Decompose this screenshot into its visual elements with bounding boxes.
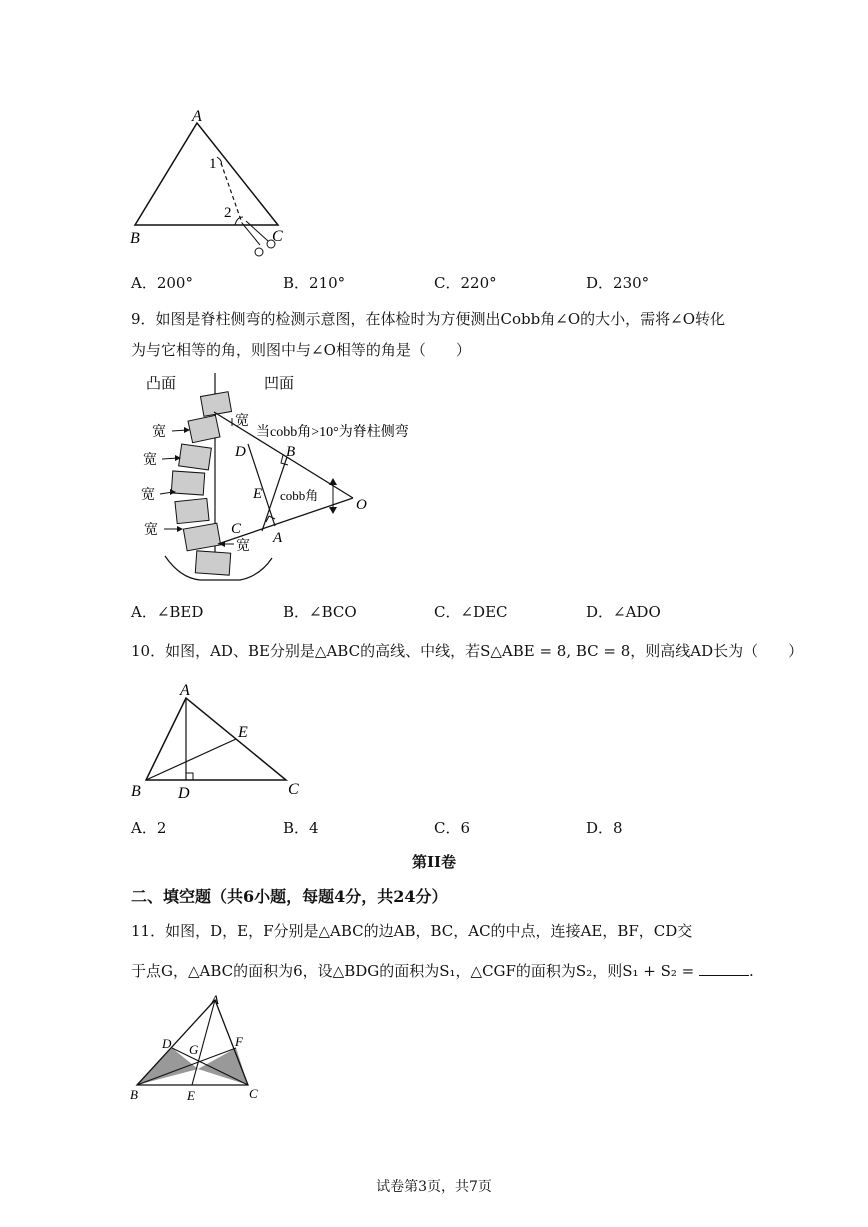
q11-question-line2 [131,961,754,981]
q11-label-G: G [189,1042,199,1057]
q9-option-d: D．∠ADO [586,603,661,621]
q9-option-c: C．∠DEC [434,603,508,621]
q8-option-c: C．220° [434,274,497,292]
q9-spine-figure [140,368,440,593]
q11-label-E: E [187,1088,195,1103]
q9-option-b: B．∠BCO [283,603,357,621]
q9-question-line2: 为与它相等的角，则图中与∠O相等的角是（ ） [131,341,471,359]
q11-question-line2-text: 于点G，△ABC的面积为6，设△BDG的面积为S₁，△CGF的面积为S₂，则S₁ + S₂ = [131,962,695,980]
q9-label-E: E [253,486,263,502]
q8-label-A: A [192,108,202,125]
q10-option-c: C．6 [434,819,471,837]
q8-angle-2: 2 [224,205,232,221]
q10-triangle-figure [128,680,318,805]
q9-label-concave: 凹面 [264,376,295,392]
q9-label-wide-4: 宽 [141,488,155,503]
q11-label-A: A [211,992,219,1007]
q11-label-C: C [249,1086,258,1101]
q9-label-wide-5: 宽 [144,523,158,538]
q10-label-A: A [180,682,190,699]
q9-cobb-label: cobb角 [280,488,319,503]
q9-label-wide-1: 宽 [235,414,249,429]
q10-label-C: C [288,781,299,798]
q8-option-b: B．210° [283,274,346,292]
q8-label-B: B [130,230,140,247]
q9-question-line1: 9．如图是脊柱侧弯的检测示意图，在体检时为方便测出Cobb角∠O的大小，需将∠O转化 [131,310,725,328]
q9-label-wide-6: 宽 [236,539,250,554]
q9-label-wide-3: 宽 [143,453,157,468]
q8-option-a: A．200° [131,274,193,292]
q10-question-line1: 10．如图，AD、BE分别是△ABC的高线、中线，若S△ABE = 8, BC = 8，则高线AD长为（ ） [131,642,804,660]
q9-label-D: D [235,444,246,460]
q11-label-B: B [130,1087,138,1102]
q9-label-B: B [286,444,296,460]
q8-triangle-figure [120,105,300,265]
q10-option-b: B．4 [283,819,319,837]
q9-label-A: A [273,530,283,546]
q11-question-line1: 11．如图，D，E，F分别是△ABC的边AB，BC，AC的中点，连接AE，BF，CD交 [131,922,693,940]
q8-angle-1: 1 [209,156,217,172]
q11-label-D: D [162,1036,172,1051]
q10-option-a: A．2 [131,819,167,837]
q10-option-d: D．8 [586,819,623,837]
part-two-title: 第II卷 [411,853,457,871]
q11-triangle-figure [128,992,268,1104]
q9-label-C: C [231,521,242,537]
q9-label-O: O [356,497,367,513]
q10-label-B: B [131,783,141,800]
q11-label-F: F [235,1034,243,1049]
q9-option-a: A．∠BED [131,603,204,621]
q8-option-d: D．230° [586,274,650,292]
section-two-title: 二、填空题（共6小题，每题4分，共24分） [131,887,448,906]
page-footer: 试卷第3页，共7页 [376,1179,492,1195]
q10-label-D: D [178,785,190,802]
q9-label-wide-2: 宽 [152,425,166,440]
q11-answer-blank[interactable] [699,961,749,976]
q8-label-C: C [272,228,283,245]
q9-label-convex: 凸面 [146,376,177,392]
q9-note: 当cobb角>10°为脊柱侧弯 [256,425,409,440]
q11-line2-end: . [749,962,754,980]
q10-label-E: E [238,724,248,741]
